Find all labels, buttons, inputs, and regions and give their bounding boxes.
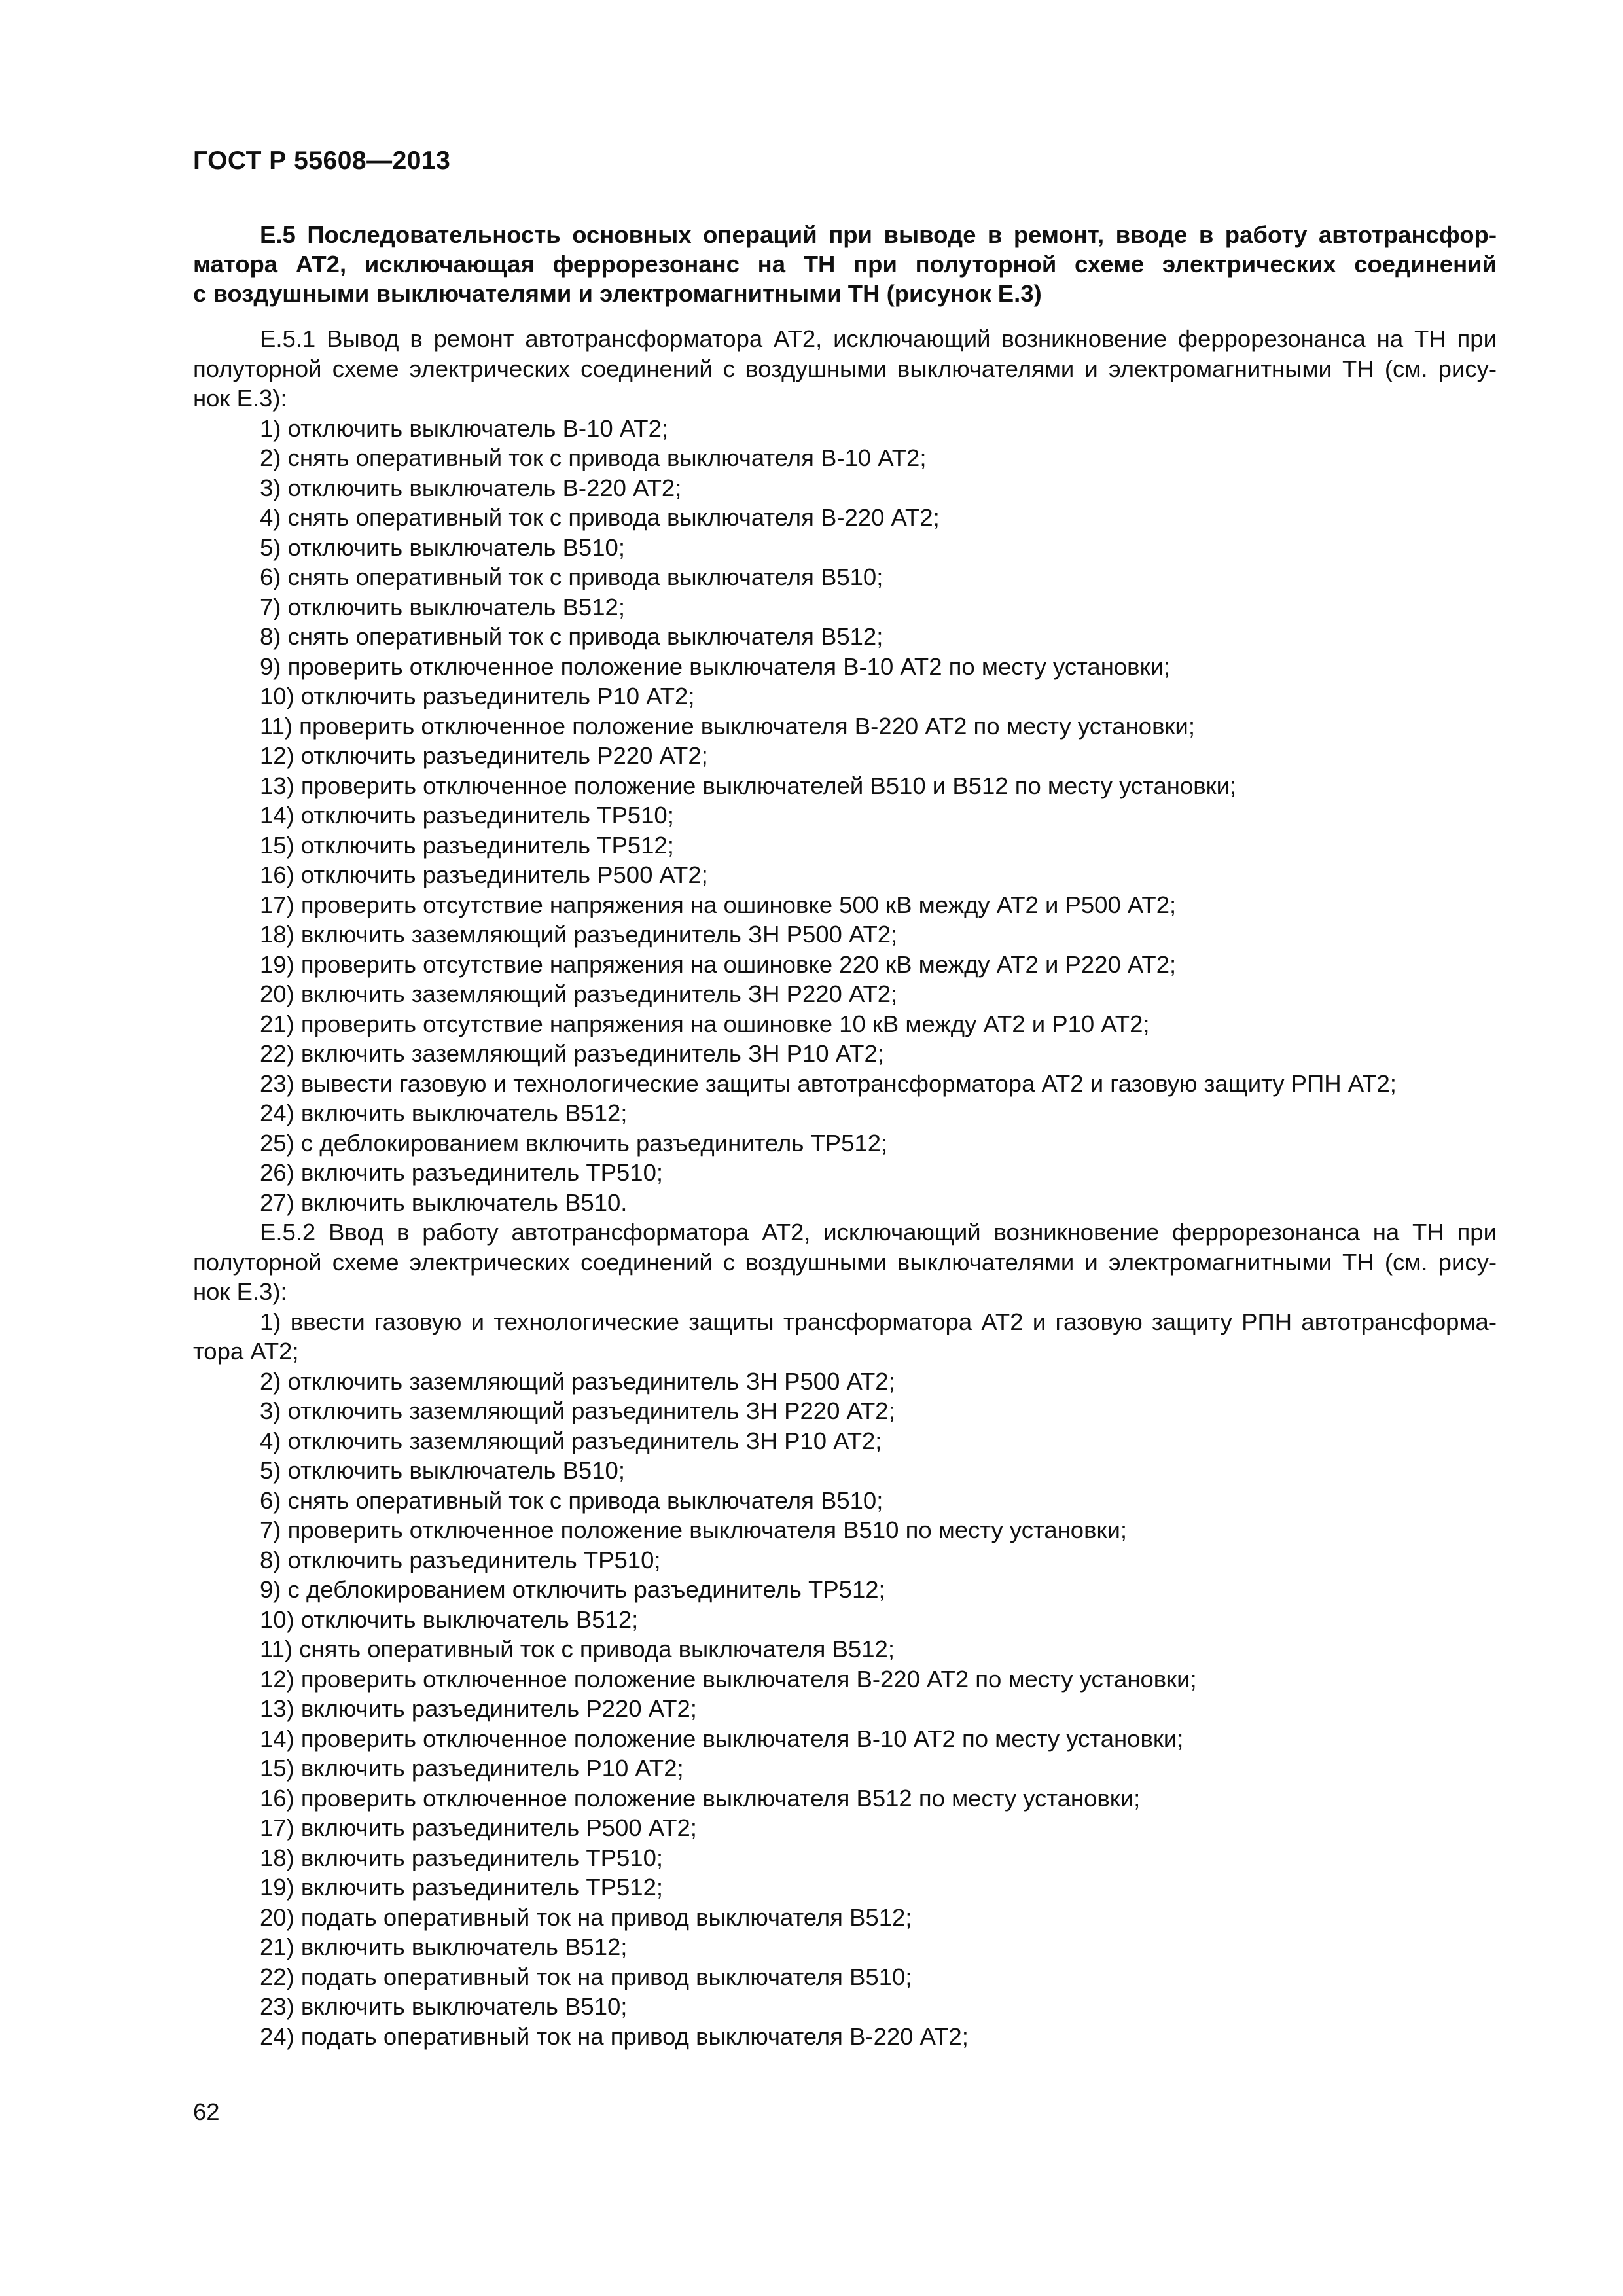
list-item: 17) проверить отсутствие напряжения на ошиновке 500 кВ между АТ2 и Р500 АТ2; [260,891,1177,918]
list-item: 14) проверить отключенное положение выключателя В-10 АТ2 по месту установки; [260,1725,1184,1752]
list-item: 5) отключить выключатель В510; [260,533,625,561]
e51-steps-list [193,414,1497,1218]
list-item: 19) проверить отсутствие напряжения на ошиновке 220 кВ между АТ2 и Р220 АТ2; [260,950,1177,978]
subsection-e51-intro [193,324,1497,414]
list-item: 11) проверить отключенное положение выключателя В-220 АТ2 по месту установки; [260,712,1195,740]
list-item: 21) включить выключатель В512; [260,1933,628,1960]
list-item: 13) включить разъединитель Р220 АТ2; [260,1695,697,1722]
document-body [193,220,1497,2051]
list-item: 15) отключить разъединитель ТР512; [260,831,674,859]
list-item: 2) отключить заземляющий разъединитель ЗН Р500 АТ2; [260,1367,895,1395]
paragraph-line: 1) ввести газовую и технологические защиты трансформатора АТ2 и газовую защиту РПН автотрансформа- [260,1308,1497,1335]
list-item: 21) проверить отсутствие напряжения на ошиновке 10 кВ между АТ2 и Р10 АТ2; [260,1010,1150,1037]
list-item: 26) включить разъединитель ТР510; [260,1159,664,1186]
list-item: 5) отключить выключатель В510; [260,1457,625,1484]
list-item: 16) отключить разъединитель Р500 АТ2; [260,861,708,888]
list-item: 11) снять оперативный ток с привода выключателя В512; [260,1636,895,1662]
list-item: 27) включить выключатель В510. [260,1189,628,1216]
paragraph-line: нок Е.3): [193,1278,287,1305]
list-item: 10) отключить выключатель В512; [260,1605,639,1633]
page-number: 62 [193,2098,220,2125]
paragraph-line: тора АТ2; [193,1338,299,1365]
list-item: 12) отключить разъединитель Р220 АТ2; [260,742,708,769]
list-item: 6) снять оперативный ток с привода выключателя В510; [260,564,883,590]
list-item: 8) отключить разъединитель ТР510; [260,1546,661,1573]
list-item: 4) отключить заземляющий разъединитель ЗН Р10 АТ2; [260,1427,882,1454]
list-item: 13) проверить отключенное положение выключателей В510 и В512 по месту установки; [260,772,1237,799]
section-title [193,220,1497,308]
list-item: 8) снять оперативный ток с привода выключателя В512; [260,623,883,650]
paragraph-line: Е.5.2 Ввод в работу автотрансформатора АТ2, исключающий возникновение феррорезонанса на ТН при [260,1219,1497,1246]
list-item: 24) включить выключатель В512; [260,1100,628,1126]
list-item: 10) отключить разъединитель Р10 АТ2; [260,683,695,709]
paragraph-line: полуторной схеме электрических соединений с воздушными выключателями и электромагнитными ТН (см. рису- [193,355,1497,382]
list-item: 24) подать оперативный ток на привод выключателя В-220 АТ2; [260,2022,969,2050]
list-item: 9) проверить отключенное положение выключателя В-10 АТ2 по месту установки; [260,653,1171,680]
paragraph-line: полуторной схеме электрических соединений с воздушными выключателями и электромагнитными ТН (см. рису- [193,1248,1497,1276]
list-item: 17) включить разъединитель Р500 АТ2; [260,1814,697,1841]
list-item: 2) снять оперативный ток с привода выключателя В-10 АТ2; [260,444,927,471]
list-item: 3) отключить заземляющий разъединитель ЗН Р220 АТ2; [260,1397,895,1424]
list-item: 12) проверить отключенное положение выключателя В-220 АТ2 по месту установки; [260,1665,1197,1693]
list-item: 15) включить разъединитель Р10 АТ2; [260,1755,684,1782]
list-item: 20) подать оперативный ток на привод выключателя В512; [260,1903,912,1931]
list-item: 4) снять оперативный ток с привода выключателя В-220 АТ2; [260,504,940,531]
list-item: 6) снять оперативный ток с привода выключателя В510; [260,1486,883,1514]
list-item: 20) включить заземляющий разъединитель ЗН Р220 АТ2; [260,980,898,1007]
e52-step-1 [193,1307,1497,1367]
list-item: 23) включить выключатель В510; [260,1993,628,2020]
list-item: 1) отключить выключатель В-10 АТ2; [260,414,669,442]
list-item: 7) отключить выключатель В512; [260,593,625,620]
list-item: 22) включить заземляющий разъединитель ЗН Р10 АТ2; [260,1040,884,1067]
list-item: 9) с деблокированием отключить разъединитель ТР512; [260,1576,885,1603]
list-item: 3) отключить выключатель В-220 АТ2; [260,474,682,501]
section-title-line: матора АТ2, исключающая феррорезонанс на ТН при полуторной схеме электрических соединений [193,251,1497,278]
list-item: 7) проверить отключенное положение выключателя В510 по месту установки; [260,1516,1127,1543]
list-item: 16) проверить отключенное положение выключателя В512 по месту установки; [260,1784,1141,1812]
list-item: 25) с деблокированием включить разъединитель ТР512; [260,1129,888,1157]
document-code-header: ГОСТ Р 55608—2013 [193,147,451,175]
list-item: 19) включить разъединитель ТР512; [260,1874,664,1901]
list-item: 14) отключить разъединитель ТР510; [260,802,674,829]
list-item: 22) подать оперативный ток на привод выключателя В510; [260,1963,912,1990]
e52-steps-list [193,1367,1497,2052]
list-item: 23) вывести газовую и технологические защиты автотрансформатора АТ2 и газовую защиту РПН АТ2; [260,1069,1397,1097]
paragraph-line: нок Е.3): [193,385,287,412]
section-title-line: Е.5 Последовательность основных операций при выводе в ремонт, вводе в работу автотрансфор- [260,221,1497,248]
section-title-line: с воздушными выключателями и электромагнитными ТН (рисунок Е.3) [193,280,1042,307]
paragraph-line: Е.5.1 Вывод в ремонт автотрансформатора АТ2, исключающий возникновение феррорезонанса на ТН при [260,325,1497,352]
list-item: 18) включить заземляющий разъединитель ЗН Р500 АТ2; [260,921,898,948]
list-item: 18) включить разъединитель ТР510; [260,1844,664,1871]
subsection-e52-intro [193,1217,1497,1307]
